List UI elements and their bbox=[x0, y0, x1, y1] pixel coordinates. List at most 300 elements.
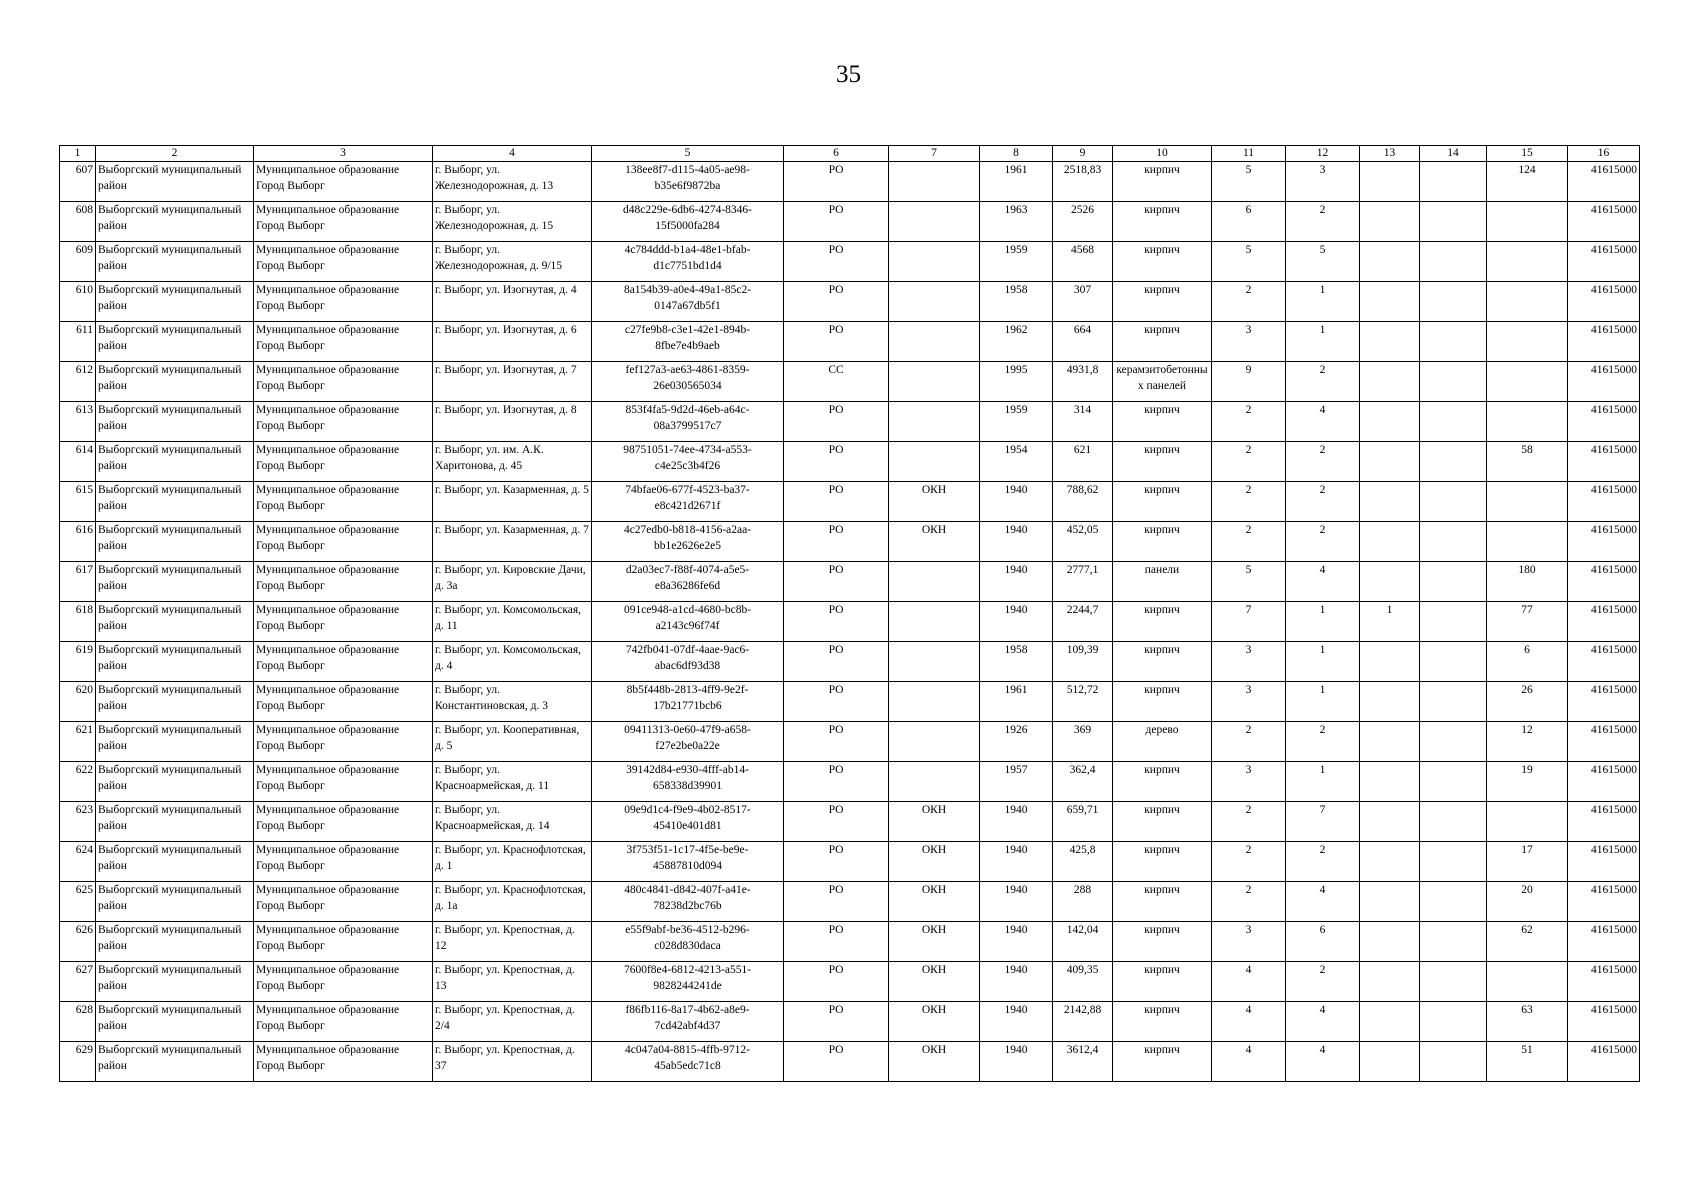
cell-floors: 3 bbox=[1212, 642, 1286, 682]
cell-district: Выборгский муниципальный район bbox=[96, 162, 254, 202]
cell-heritage-status: ОКН bbox=[889, 1042, 980, 1082]
cell-district: Выборгский муниципальный район bbox=[96, 1042, 254, 1082]
cell-management-form: РО bbox=[784, 842, 889, 882]
cell-col-13 bbox=[1360, 922, 1420, 962]
cell-residents: 63 bbox=[1487, 1002, 1568, 1042]
cell-guid: 8b5f448b-2813-4ff9-9e2f-17b21771bcb6 bbox=[592, 682, 784, 722]
table-row bbox=[60, 202, 1640, 242]
column-header-10: 10 bbox=[1113, 146, 1212, 162]
cell-entrances: 2 bbox=[1286, 962, 1360, 1002]
cell-col-14 bbox=[1420, 322, 1487, 362]
cell-col-14 bbox=[1420, 242, 1487, 282]
cell-residents: 20 bbox=[1487, 882, 1568, 922]
cell-col-13 bbox=[1360, 562, 1420, 602]
cell-guid: 853f4fa5-9d2d-46eb-a64c-08a3799517c7 bbox=[592, 402, 784, 442]
cell-guid: 742fb041-07df-4aae-9ac6-abac6df93d38 bbox=[592, 642, 784, 682]
cell-address: г. Выборг, ул. Казарменная, д. 5 bbox=[433, 482, 592, 522]
cell-district: Выборгский муниципальный район bbox=[96, 362, 254, 402]
cell-management-form: РО bbox=[784, 602, 889, 642]
cell-col-14 bbox=[1420, 842, 1487, 882]
table-row bbox=[60, 882, 1640, 922]
cell-guid: c27fe9b8-c3e1-42e1-894b-8fbe7e4b9aeb bbox=[592, 322, 784, 362]
cell-address: г. Выборг, ул. Железнодорожная, д. 13 bbox=[433, 162, 592, 202]
cell-wall-material: керамзитобетонных панелей bbox=[1113, 362, 1212, 402]
cell-heritage-status bbox=[889, 282, 980, 322]
cell-col-13 bbox=[1360, 802, 1420, 842]
cell-heritage-status bbox=[889, 322, 980, 362]
cell-area: 307 bbox=[1053, 282, 1113, 322]
cell-build-year: 1940 bbox=[980, 562, 1053, 602]
cell-build-year: 1940 bbox=[980, 922, 1053, 962]
column-header-3: 3 bbox=[254, 146, 433, 162]
cell-oktmo: 41615000 bbox=[1568, 522, 1640, 562]
cell-area: 109,39 bbox=[1053, 642, 1113, 682]
cell-col-13 bbox=[1360, 322, 1420, 362]
cell-col-14 bbox=[1420, 962, 1487, 1002]
cell-guid: 09e9d1c4-f9e9-4b02-8517-45410e401d81 bbox=[592, 802, 784, 842]
cell-residents: 180 bbox=[1487, 562, 1568, 602]
table-row bbox=[60, 682, 1640, 722]
cell-col-14 bbox=[1420, 522, 1487, 562]
cell-wall-material: кирпич bbox=[1113, 882, 1212, 922]
cell-wall-material: кирпич bbox=[1113, 242, 1212, 282]
cell-col-13 bbox=[1360, 1002, 1420, 1042]
cell-district: Выборгский муниципальный район bbox=[96, 842, 254, 882]
cell-address: г. Выборг, ул. Крепостная, д. 2/4 bbox=[433, 1002, 592, 1042]
housing-registry-table bbox=[59, 145, 1640, 1082]
cell-area: 369 bbox=[1053, 722, 1113, 762]
cell-build-year: 1940 bbox=[980, 1042, 1053, 1082]
cell-row-number: 624 bbox=[60, 842, 96, 882]
cell-address: г. Выборг, ул. Константиновская, д. 3 bbox=[433, 682, 592, 722]
cell-row-number: 616 bbox=[60, 522, 96, 562]
cell-col-13 bbox=[1360, 842, 1420, 882]
cell-floors: 4 bbox=[1212, 1002, 1286, 1042]
cell-area: 3612,4 bbox=[1053, 1042, 1113, 1082]
cell-area: 659,71 bbox=[1053, 802, 1113, 842]
cell-build-year: 1954 bbox=[980, 442, 1053, 482]
cell-oktmo: 41615000 bbox=[1568, 922, 1640, 962]
cell-build-year: 1961 bbox=[980, 682, 1053, 722]
cell-oktmo: 41615000 bbox=[1568, 842, 1640, 882]
column-header-11: 11 bbox=[1212, 146, 1286, 162]
table-row bbox=[60, 242, 1640, 282]
cell-col-14 bbox=[1420, 362, 1487, 402]
cell-municipality: Муниципальное образование Город Выборг bbox=[254, 802, 433, 842]
cell-management-form: РО bbox=[784, 722, 889, 762]
cell-build-year: 1940 bbox=[980, 482, 1053, 522]
cell-heritage-status: ОКН bbox=[889, 1002, 980, 1042]
cell-col-13 bbox=[1360, 722, 1420, 762]
cell-management-form: РО bbox=[784, 402, 889, 442]
cell-residents: 58 bbox=[1487, 442, 1568, 482]
cell-build-year: 1957 bbox=[980, 762, 1053, 802]
cell-build-year: 1961 bbox=[980, 162, 1053, 202]
cell-row-number: 626 bbox=[60, 922, 96, 962]
cell-col-14 bbox=[1420, 882, 1487, 922]
cell-row-number: 607 bbox=[60, 162, 96, 202]
cell-guid: 138ee8f7-d115-4a05-ae98-b35e6f9872ba bbox=[592, 162, 784, 202]
cell-municipality: Муниципальное образование Город Выборг bbox=[254, 842, 433, 882]
table-row bbox=[60, 1042, 1640, 1082]
cell-floors: 2 bbox=[1212, 442, 1286, 482]
page-number: 35 bbox=[836, 61, 861, 88]
cell-municipality: Муниципальное образование Город Выборг bbox=[254, 1002, 433, 1042]
cell-entrances: 2 bbox=[1286, 442, 1360, 482]
table-row bbox=[60, 282, 1640, 322]
column-header-4: 4 bbox=[433, 146, 592, 162]
cell-row-number: 613 bbox=[60, 402, 96, 442]
cell-management-form: РО bbox=[784, 482, 889, 522]
cell-row-number: 608 bbox=[60, 202, 96, 242]
cell-oktmo: 41615000 bbox=[1568, 242, 1640, 282]
table-row bbox=[60, 762, 1640, 802]
table-body bbox=[60, 162, 1640, 1082]
cell-guid: 7600f8e4-6812-4213-a551-9828244241de bbox=[592, 962, 784, 1002]
cell-address: г. Выборг, ул. Комсомольская, д. 11 bbox=[433, 602, 592, 642]
cell-wall-material: кирпич bbox=[1113, 962, 1212, 1002]
column-header-13: 13 bbox=[1360, 146, 1420, 162]
cell-residents: 51 bbox=[1487, 1042, 1568, 1082]
cell-area: 288 bbox=[1053, 882, 1113, 922]
cell-wall-material: кирпич bbox=[1113, 642, 1212, 682]
cell-guid: d2a03ec7-f88f-4074-a5e5-e8a36286fe6d bbox=[592, 562, 784, 602]
cell-guid: 74bfae06-677f-4523-ba37-e8c421d2671f bbox=[592, 482, 784, 522]
cell-oktmo: 41615000 bbox=[1568, 602, 1640, 642]
cell-residents bbox=[1487, 402, 1568, 442]
cell-col-14 bbox=[1420, 562, 1487, 602]
cell-col-14 bbox=[1420, 202, 1487, 242]
table-row bbox=[60, 1002, 1640, 1042]
cell-col-13 bbox=[1360, 202, 1420, 242]
cell-floors: 9 bbox=[1212, 362, 1286, 402]
cell-district: Выборгский муниципальный район bbox=[96, 642, 254, 682]
cell-oktmo: 41615000 bbox=[1568, 442, 1640, 482]
cell-district: Выборгский муниципальный район bbox=[96, 482, 254, 522]
cell-oktmo: 41615000 bbox=[1568, 282, 1640, 322]
cell-address: г. Выборг, ул. Казарменная, д. 7 bbox=[433, 522, 592, 562]
column-header-7: 7 bbox=[889, 146, 980, 162]
cell-col-14 bbox=[1420, 682, 1487, 722]
cell-residents bbox=[1487, 802, 1568, 842]
cell-wall-material: кирпич bbox=[1113, 1002, 1212, 1042]
cell-col-14 bbox=[1420, 162, 1487, 202]
cell-build-year: 1958 bbox=[980, 642, 1053, 682]
cell-col-13 bbox=[1360, 162, 1420, 202]
cell-col-13 bbox=[1360, 482, 1420, 522]
cell-entrances: 4 bbox=[1286, 1042, 1360, 1082]
cell-floors: 2 bbox=[1212, 802, 1286, 842]
cell-municipality: Муниципальное образование Город Выборг bbox=[254, 882, 433, 922]
cell-management-form: РО bbox=[784, 922, 889, 962]
cell-floors: 2 bbox=[1212, 282, 1286, 322]
cell-address: г. Выборг, ул. Кооперативная, д. 5 bbox=[433, 722, 592, 762]
cell-floors: 5 bbox=[1212, 242, 1286, 282]
cell-area: 4931,8 bbox=[1053, 362, 1113, 402]
cell-wall-material: кирпич bbox=[1113, 282, 1212, 322]
cell-residents bbox=[1487, 482, 1568, 522]
cell-management-form: РО bbox=[784, 802, 889, 842]
cell-area: 2777,1 bbox=[1053, 562, 1113, 602]
cell-residents: 19 bbox=[1487, 762, 1568, 802]
column-header-8: 8 bbox=[980, 146, 1053, 162]
cell-build-year: 1940 bbox=[980, 842, 1053, 882]
cell-col-13 bbox=[1360, 402, 1420, 442]
cell-col-14 bbox=[1420, 442, 1487, 482]
cell-wall-material: кирпич bbox=[1113, 202, 1212, 242]
cell-wall-material: кирпич bbox=[1113, 402, 1212, 442]
cell-entrances: 4 bbox=[1286, 882, 1360, 922]
cell-district: Выборгский муниципальный район bbox=[96, 202, 254, 242]
cell-district: Выборгский муниципальный район bbox=[96, 282, 254, 322]
cell-district: Выборгский муниципальный район bbox=[96, 522, 254, 562]
cell-col-14 bbox=[1420, 482, 1487, 522]
cell-col-13 bbox=[1360, 762, 1420, 802]
cell-management-form: РО bbox=[784, 1002, 889, 1042]
cell-district: Выборгский муниципальный район bbox=[96, 602, 254, 642]
table-row bbox=[60, 802, 1640, 842]
cell-floors: 2 bbox=[1212, 842, 1286, 882]
cell-build-year: 1959 bbox=[980, 402, 1053, 442]
cell-residents bbox=[1487, 362, 1568, 402]
cell-address: г. Выборг, ул. Железнодорожная, д. 15 bbox=[433, 202, 592, 242]
cell-wall-material: кирпич bbox=[1113, 482, 1212, 522]
cell-district: Выборгский муниципальный район bbox=[96, 442, 254, 482]
cell-build-year: 1940 bbox=[980, 602, 1053, 642]
cell-col-13 bbox=[1360, 522, 1420, 562]
cell-heritage-status bbox=[889, 762, 980, 802]
cell-management-form: РО bbox=[784, 762, 889, 802]
cell-address: г. Выборг, ул. Красноармейская, д. 14 bbox=[433, 802, 592, 842]
cell-col-14 bbox=[1420, 1042, 1487, 1082]
header-row bbox=[60, 146, 1640, 162]
cell-area: 664 bbox=[1053, 322, 1113, 362]
cell-entrances: 2 bbox=[1286, 202, 1360, 242]
table-row bbox=[60, 402, 1640, 442]
cell-management-form: РО bbox=[784, 962, 889, 1002]
cell-area: 452,05 bbox=[1053, 522, 1113, 562]
cell-floors: 7 bbox=[1212, 602, 1286, 642]
cell-residents bbox=[1487, 962, 1568, 1002]
cell-municipality: Муниципальное образование Город Выборг bbox=[254, 562, 433, 602]
cell-address: г. Выборг, ул. Крепостная, д. 12 bbox=[433, 922, 592, 962]
cell-floors: 6 bbox=[1212, 202, 1286, 242]
cell-oktmo: 41615000 bbox=[1568, 762, 1640, 802]
cell-floors: 3 bbox=[1212, 922, 1286, 962]
column-header-2: 2 bbox=[96, 146, 254, 162]
cell-floors: 2 bbox=[1212, 722, 1286, 762]
cell-build-year: 1940 bbox=[980, 802, 1053, 842]
cell-residents bbox=[1487, 282, 1568, 322]
cell-entrances: 2 bbox=[1286, 522, 1360, 562]
table-row bbox=[60, 642, 1640, 682]
cell-oktmo: 41615000 bbox=[1568, 562, 1640, 602]
cell-municipality: Муниципальное образование Город Выборг bbox=[254, 482, 433, 522]
cell-address: г. Выборг, ул. Изогнутая, д. 8 bbox=[433, 402, 592, 442]
cell-floors: 5 bbox=[1212, 162, 1286, 202]
cell-build-year: 1963 bbox=[980, 202, 1053, 242]
cell-build-year: 1940 bbox=[980, 522, 1053, 562]
cell-guid: fef127a3-ae63-4861-8359-26e030565034 bbox=[592, 362, 784, 402]
cell-area: 2526 bbox=[1053, 202, 1113, 242]
cell-col-14 bbox=[1420, 602, 1487, 642]
cell-wall-material: кирпич bbox=[1113, 162, 1212, 202]
cell-municipality: Муниципальное образование Город Выборг bbox=[254, 242, 433, 282]
cell-col-13 bbox=[1360, 1042, 1420, 1082]
cell-row-number: 618 bbox=[60, 602, 96, 642]
cell-floors: 4 bbox=[1212, 1042, 1286, 1082]
cell-management-form: РО bbox=[784, 1042, 889, 1082]
cell-guid: 98751051-74ee-4734-a553-c4e25c3b4f26 bbox=[592, 442, 784, 482]
cell-col-13 bbox=[1360, 682, 1420, 722]
table-row bbox=[60, 962, 1640, 1002]
cell-heritage-status bbox=[889, 682, 980, 722]
cell-guid: d48c229e-6db6-4274-8346-15f5000fa284 bbox=[592, 202, 784, 242]
cell-row-number: 610 bbox=[60, 282, 96, 322]
cell-floors: 4 bbox=[1212, 962, 1286, 1002]
cell-entrances: 1 bbox=[1286, 282, 1360, 322]
cell-col-14 bbox=[1420, 802, 1487, 842]
cell-management-form: РО bbox=[784, 442, 889, 482]
cell-oktmo: 41615000 bbox=[1568, 1002, 1640, 1042]
column-header-12: 12 bbox=[1286, 146, 1360, 162]
cell-floors: 3 bbox=[1212, 682, 1286, 722]
cell-management-form: СС bbox=[784, 362, 889, 402]
cell-address: г. Выборг, ул. Железнодорожная, д. 9/15 bbox=[433, 242, 592, 282]
cell-municipality: Муниципальное образование Город Выборг bbox=[254, 362, 433, 402]
cell-municipality: Муниципальное образование Город Выборг bbox=[254, 682, 433, 722]
cell-address: г. Выборг, ул. Краснофлотская, д. 1а bbox=[433, 882, 592, 922]
cell-heritage-status: ОКН bbox=[889, 922, 980, 962]
cell-heritage-status bbox=[889, 562, 980, 602]
cell-row-number: 612 bbox=[60, 362, 96, 402]
cell-guid: e55f9abf-be36-4512-b296-c028d830daca bbox=[592, 922, 784, 962]
cell-management-form: РО bbox=[784, 322, 889, 362]
cell-entrances: 1 bbox=[1286, 762, 1360, 802]
cell-guid: 8a154b39-a0e4-49a1-85c2-0147a67db5f1 bbox=[592, 282, 784, 322]
cell-municipality: Муниципальное образование Город Выборг bbox=[254, 442, 433, 482]
cell-wall-material: кирпич bbox=[1113, 842, 1212, 882]
cell-residents: 77 bbox=[1487, 602, 1568, 642]
cell-oktmo: 41615000 bbox=[1568, 642, 1640, 682]
table-row bbox=[60, 842, 1640, 882]
cell-residents: 62 bbox=[1487, 922, 1568, 962]
cell-col-13: 1 bbox=[1360, 602, 1420, 642]
cell-col-14 bbox=[1420, 762, 1487, 802]
cell-guid: 4c784ddd-b1a4-48e1-bfab-d1c7751bd1d4 bbox=[592, 242, 784, 282]
cell-floors: 5 bbox=[1212, 562, 1286, 602]
column-header-5: 5 bbox=[592, 146, 784, 162]
cell-guid: 09411313-0e60-47f9-a658-f27e2be0a22e bbox=[592, 722, 784, 762]
cell-district: Выборгский муниципальный район bbox=[96, 922, 254, 962]
cell-entrances: 1 bbox=[1286, 602, 1360, 642]
cell-address: г. Выборг, ул. Комсомольская, д. 4 bbox=[433, 642, 592, 682]
cell-col-14 bbox=[1420, 722, 1487, 762]
table-row bbox=[60, 602, 1640, 642]
cell-oktmo: 41615000 bbox=[1568, 362, 1640, 402]
cell-col-13 bbox=[1360, 282, 1420, 322]
cell-col-14 bbox=[1420, 402, 1487, 442]
cell-district: Выборгский муниципальный район bbox=[96, 322, 254, 362]
cell-area: 2244,7 bbox=[1053, 602, 1113, 642]
cell-wall-material: кирпич bbox=[1113, 802, 1212, 842]
cell-guid: 480c4841-d842-407f-a41e-78238d2bc76b bbox=[592, 882, 784, 922]
cell-management-form: РО bbox=[784, 282, 889, 322]
cell-heritage-status: ОКН bbox=[889, 842, 980, 882]
cell-oktmo: 41615000 bbox=[1568, 322, 1640, 362]
cell-municipality: Муниципальное образование Город Выборг bbox=[254, 522, 433, 562]
cell-municipality: Муниципальное образование Город Выборг bbox=[254, 402, 433, 442]
cell-build-year: 1940 bbox=[980, 962, 1053, 1002]
cell-wall-material: кирпич bbox=[1113, 682, 1212, 722]
cell-address: г. Выборг, ул. Изогнутая, д. 6 bbox=[433, 322, 592, 362]
cell-heritage-status: ОКН bbox=[889, 802, 980, 842]
cell-management-form: РО bbox=[784, 522, 889, 562]
table-row bbox=[60, 442, 1640, 482]
cell-heritage-status: ОКН bbox=[889, 882, 980, 922]
cell-residents: 6 bbox=[1487, 642, 1568, 682]
cell-heritage-status bbox=[889, 442, 980, 482]
cell-build-year: 1926 bbox=[980, 722, 1053, 762]
cell-oktmo: 41615000 bbox=[1568, 162, 1640, 202]
cell-management-form: РО bbox=[784, 162, 889, 202]
cell-oktmo: 41615000 bbox=[1568, 202, 1640, 242]
cell-heritage-status bbox=[889, 162, 980, 202]
cell-guid: 39142d84-e930-4fff-ab14-658338d39901 bbox=[592, 762, 784, 802]
cell-entrances: 2 bbox=[1286, 722, 1360, 762]
cell-entrances: 6 bbox=[1286, 922, 1360, 962]
cell-entrances: 7 bbox=[1286, 802, 1360, 842]
cell-col-14 bbox=[1420, 922, 1487, 962]
table-row bbox=[60, 322, 1640, 362]
cell-wall-material: кирпич bbox=[1113, 522, 1212, 562]
cell-district: Выборгский муниципальный район bbox=[96, 562, 254, 602]
cell-guid: 4c27edb0-b818-4156-a2aa-bb1e2626e2e5 bbox=[592, 522, 784, 562]
cell-area: 2142,88 bbox=[1053, 1002, 1113, 1042]
cell-municipality: Муниципальное образование Город Выборг bbox=[254, 762, 433, 802]
cell-entrances: 1 bbox=[1286, 682, 1360, 722]
cell-area: 788,62 bbox=[1053, 482, 1113, 522]
cell-residents: 124 bbox=[1487, 162, 1568, 202]
cell-residents: 26 bbox=[1487, 682, 1568, 722]
cell-district: Выборгский муниципальный район bbox=[96, 1002, 254, 1042]
cell-heritage-status bbox=[889, 602, 980, 642]
cell-wall-material: кирпич bbox=[1113, 922, 1212, 962]
cell-wall-material: кирпич bbox=[1113, 602, 1212, 642]
cell-floors: 2 bbox=[1212, 522, 1286, 562]
cell-col-13 bbox=[1360, 362, 1420, 402]
cell-area: 2518,83 bbox=[1053, 162, 1113, 202]
cell-row-number: 614 bbox=[60, 442, 96, 482]
cell-heritage-status bbox=[889, 642, 980, 682]
cell-build-year: 1940 bbox=[980, 1002, 1053, 1042]
cell-address: г. Выборг, ул. Крепостная, д. 37 bbox=[433, 1042, 592, 1082]
cell-col-13 bbox=[1360, 442, 1420, 482]
cell-municipality: Муниципальное образование Город Выборг bbox=[254, 602, 433, 642]
cell-residents: 12 bbox=[1487, 722, 1568, 762]
cell-row-number: 627 bbox=[60, 962, 96, 1002]
cell-residents bbox=[1487, 202, 1568, 242]
cell-row-number: 629 bbox=[60, 1042, 96, 1082]
cell-wall-material: дерево bbox=[1113, 722, 1212, 762]
cell-entrances: 4 bbox=[1286, 1002, 1360, 1042]
cell-col-13 bbox=[1360, 242, 1420, 282]
table-row bbox=[60, 162, 1640, 202]
cell-area: 425,8 bbox=[1053, 842, 1113, 882]
cell-address: г. Выборг, ул. Краснофлотская, д. 1 bbox=[433, 842, 592, 882]
cell-management-form: РО bbox=[784, 202, 889, 242]
cell-entrances: 3 bbox=[1286, 162, 1360, 202]
